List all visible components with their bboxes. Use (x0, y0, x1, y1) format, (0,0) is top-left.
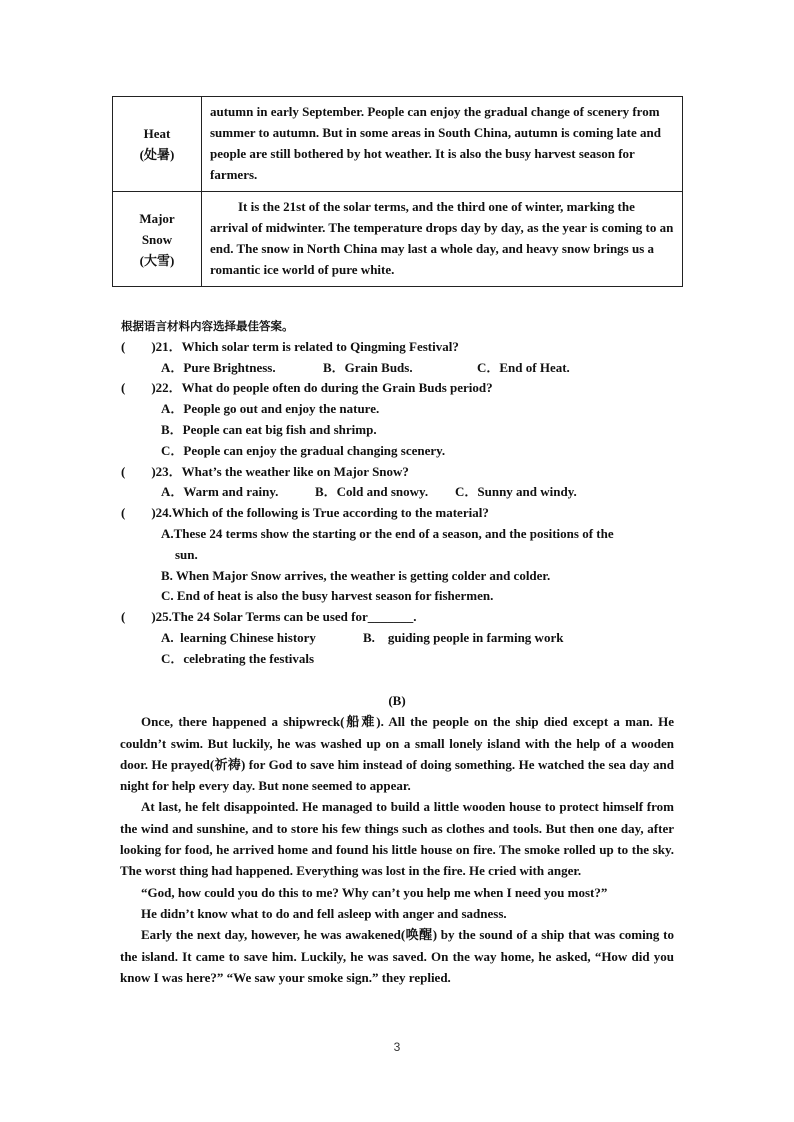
instruction-text: 根据语言材料内容选择最佳答案。 (121, 319, 294, 333)
term-name-cell (113, 97, 202, 192)
option-c: C．People can enjoy the gradual changing scenery. (161, 442, 446, 458)
passage-paragraph: “God, how could you do this to me? Why can’t you help me when I need you most?” (141, 884, 608, 900)
passage-paragraph: Early the next day, however, he was awakened(唤醒) by the sound of a ship that was coming to the island. It came to save him. Luckily, he was saved. On the way home, he asked, “How did you know I was here?” “We saw your smoke sign.” they replied. (120, 927, 674, 985)
passage-paragraph: He didn’t know what to do and fell asleep with anger and sadness. (141, 905, 507, 921)
term-name-line: Snow (141, 231, 173, 247)
option-a: A．Pure Brightness. (161, 359, 276, 375)
page-number: 3 (393, 1040, 401, 1054)
option-b: B．Grain Buds. (323, 359, 413, 375)
term-name-line: Major (139, 210, 175, 226)
options-row-21 (121, 358, 681, 379)
question-22: ( )22．What do people often do during the Grain Buds period? (121, 380, 493, 396)
table-row (113, 192, 683, 287)
option-a-continued: sun. (175, 546, 198, 562)
term-name-cell (113, 192, 202, 287)
option-b: B. guiding people in farming work (363, 629, 564, 645)
option-c: C．Sunny and windy. (455, 484, 577, 500)
term-name-line: Heat (143, 126, 171, 141)
option-a: A.These 24 terms show the starting or the end of a season, and the positions of the (161, 525, 614, 541)
option-b: B．Cold and snowy. (315, 484, 429, 500)
passage-heading: (B) (388, 693, 406, 708)
options-row-23 (121, 482, 681, 503)
term-description-text: It is the 21st of the solar terms, and the third one of winter, marking the arrival of midwinter. The temperature drops day by day, as the year is coming to an end. The snow in North China may last a whole day, and heavy snow brings us a romantic ice world of pure white. (210, 199, 674, 277)
question-23: ( )23．What’s the weather like on Major Snow? (121, 463, 409, 479)
option-c: C. End of heat is also the busy harvest season for fishermen. (161, 588, 494, 604)
passage-paragraph: At last, he felt disappointed. He managed to build a little wooden house to protect himself from the wind and sunshine, and to store his few things such as clothes and tools. But then one day, after looking for food, he arrived home and found his little house on fire. The smoke rolled up to the sky. The worst thing had happened. Everything was lost in the fire. He cried with anger. (120, 799, 674, 879)
option-b: B．People can eat big fish and shrimp. (161, 421, 377, 437)
question-25: ( )25.The 24 Solar Terms can be used for_______. (121, 609, 417, 625)
term-description-cell: autumn in early September. People can enjoy the gradual change of scenery from summer to autumn. But in some areas in South China, autumn is coming late and people are still bothered by hot weather. It is also the busy harvest season for farmers. (202, 97, 683, 192)
questions-section (121, 316, 681, 670)
solar-terms-table (112, 96, 683, 287)
option-b: B. When Major Snow arrives, the weather is getting colder and colder. (161, 567, 551, 583)
reading-passage-b (120, 690, 674, 988)
term-description-cell (202, 192, 683, 287)
term-name-line: (处暑) (139, 147, 175, 162)
option-a: A．Warm and rainy. (161, 484, 279, 500)
term-name-line: (大雪) (139, 252, 175, 268)
option-c: C．celebrating the festivals (161, 650, 315, 666)
options-row-25 (121, 628, 681, 649)
option-a: A．People go out and enjoy the nature. (161, 401, 380, 417)
option-c: C．End of Heat. (477, 359, 570, 375)
option-a: A. learning Chinese history (161, 629, 316, 645)
question-21: ( )21．Which solar term is related to Qingming Festival? (121, 338, 459, 354)
question-24: ( )24.Which of the following is True according to the material? (121, 505, 489, 521)
table-row (113, 97, 683, 192)
passage-paragraph: Once, there happened a shipwreck(船难). All the people on the ship died except a man. He couldn’t swim. But luckily, he was washed up on a small lonely island with the help of a wooden door. He prayed(祈祷) for God to save him instead of doing something. He watched the sea day and night for help every day. But none seemed to appear. (120, 714, 674, 794)
